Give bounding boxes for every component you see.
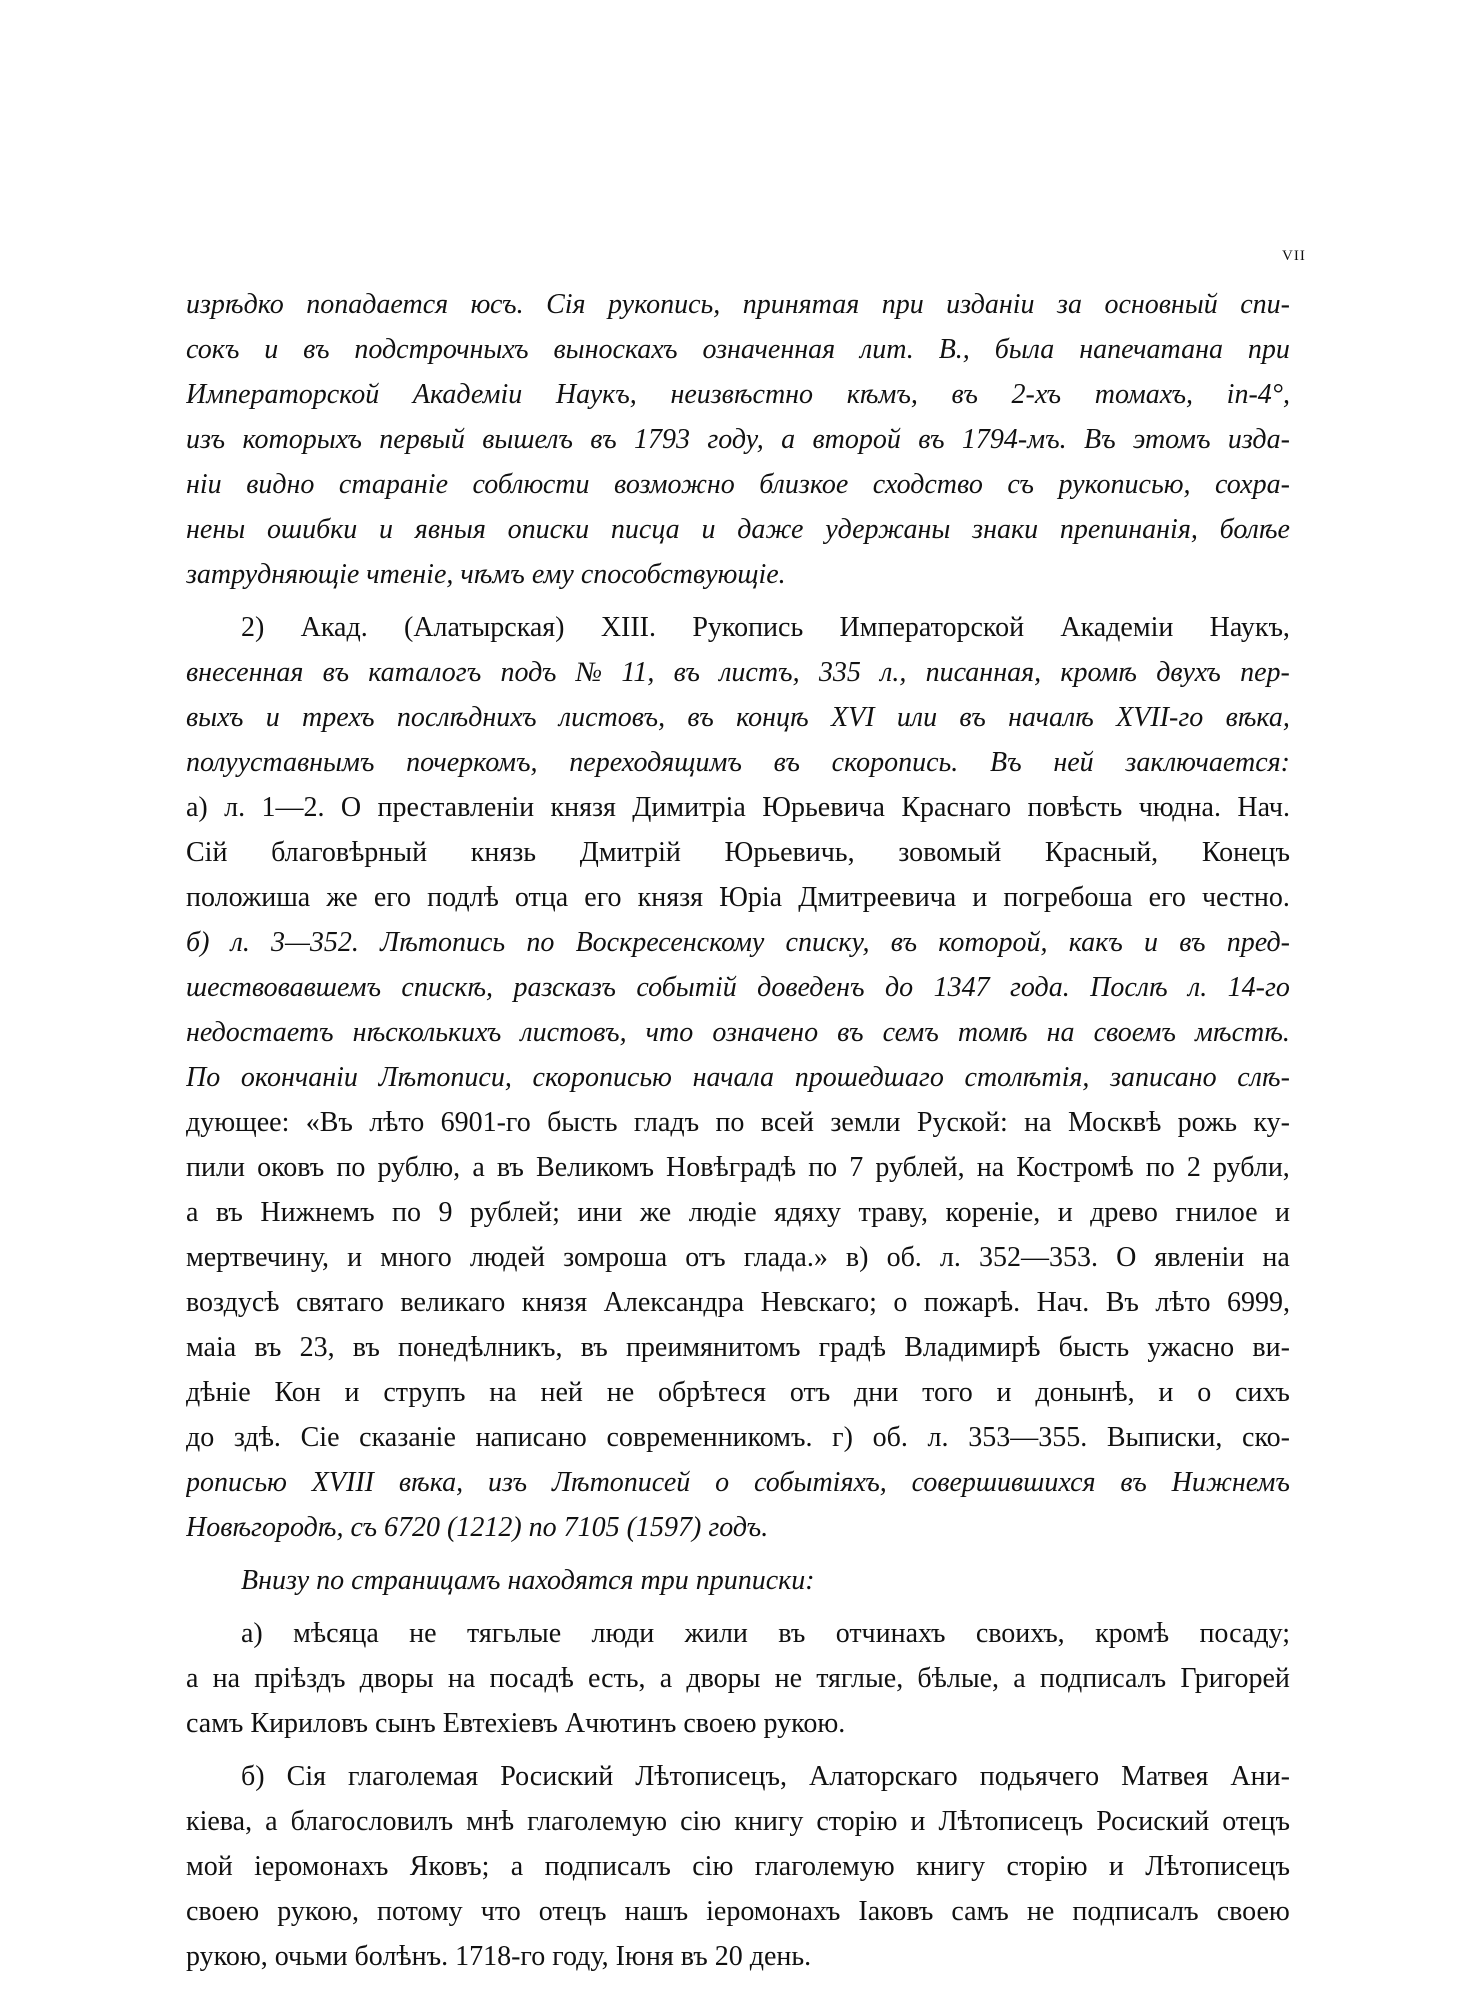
text-line: воздусѣ святаго великаго князя Александра Невскаго; о пожарѣ. Нач. Въ лѣто 6999, bbox=[186, 1287, 1290, 1318]
text-line: изрѣдко попадается юсъ. Сія рукопись, принятая при изданіи за основный спи- bbox=[186, 289, 1290, 320]
paragraph-gap bbox=[186, 597, 1290, 605]
text-line: кіева, а благословилъ мнѣ глаголемую сію книгу сторію и Лѣтописецъ Росиский отецъ bbox=[186, 1806, 1290, 1837]
paragraph-gap bbox=[186, 1550, 1290, 1558]
text-line: своею рукою, потому что отецъ нашъ іеромонахъ Іаковъ самъ не подписалъ своею bbox=[186, 1896, 1290, 1927]
text-line: Императорской Академіи Наукъ, неизвѣстно кѣмъ, въ 2-хъ томахъ, in-4°, bbox=[186, 379, 1290, 410]
text-line: По окончаніи Лѣтописи, скорописью начала прошедшаго столѣтія, записано слѣ- bbox=[186, 1062, 1290, 1093]
text-line: а въ Нижнемъ по 9 рублей; ини же людіе ядяху траву, кореніе, и древо гнилое и bbox=[186, 1197, 1290, 1228]
text-line: недостаетъ нѣсколькихъ листовъ, что означено въ семъ томѣ на своемъ мѣстѣ. bbox=[186, 1017, 1290, 1048]
text-line: 2) Акад. (Алатырская) XIII. Рукопись Императорской Академіи Наукъ, bbox=[241, 612, 1290, 643]
text-line: нены ошибки и явныя описки писца и даже удержаны знаки препинанія, болѣе bbox=[186, 514, 1290, 545]
text-line: мой іеромонахъ Яковъ; а подписалъ сію глаголемую книгу сторію и Лѣтописецъ bbox=[186, 1851, 1290, 1882]
text-line: рописью XVIII вѣка, изъ Лѣтописей о событіяхъ, совершившихся въ Нижнемъ bbox=[186, 1467, 1290, 1498]
text-line: дующее: «Въ лѣто 6901-го бысть гладъ по всей земли Руской: на Москвѣ рожь ку- bbox=[186, 1107, 1290, 1138]
text-line: Новѣгородѣ, съ 6720 (1212) по 7105 (1597) годъ. bbox=[186, 1512, 769, 1543]
paragraph-gap bbox=[186, 1746, 1290, 1754]
text-line: до здѣ. Сіе сказаніе написано современникомъ. г) об. л. 353—355. Выписки, ско- bbox=[186, 1422, 1290, 1453]
text-line: б) Сія глаголемая Росиский Лѣтописецъ, Алаторскаго подьячего Матвея Ани- bbox=[241, 1761, 1290, 1792]
paragraph-gap bbox=[186, 1603, 1290, 1611]
text-line: рукою, очьми болѣнъ. 1718-го году, Іюня въ 20 день. bbox=[186, 1941, 812, 1972]
text-line: внесенная въ каталогъ подъ № 11, въ листъ, 335 л., писанная, кромѣ двухъ пер- bbox=[186, 657, 1290, 688]
text-line: а на пріѣздъ дворы на посадѣ есть, а дворы не тяглые, бѣлые, а подписалъ Григорей bbox=[186, 1663, 1290, 1694]
text-line: Сій благовѣрный князь Дмитрій Юрьевичь, зовомый Красный, Конецъ bbox=[186, 837, 1290, 868]
text-line: Внизу по страницамъ находятся три приписки: bbox=[241, 1565, 815, 1596]
page-number: VII bbox=[1282, 248, 1306, 264]
text-line: затрудняющіе чтеніе, чѣмъ ему способствующіе. bbox=[186, 559, 786, 590]
text-line: полууставнымъ почеркомъ, переходящимъ въ скоропись. Въ ней заключается: bbox=[186, 747, 1290, 778]
text-line: шествовавшемъ спискѣ, разсказъ событій доведенъ до 1347 года. Послѣ л. 14-го bbox=[186, 972, 1290, 1003]
text-line: пили оковъ по рублю, а въ Великомъ Новѣградѣ по 7 рублей, на Костромѣ по 2 рубли, bbox=[186, 1152, 1290, 1183]
text-line: маіа въ 23, въ понедѣлникъ, въ преимянитомъ градѣ Владимирѣ бысть ужасно ви- bbox=[186, 1332, 1290, 1363]
text-line: выхъ и трехъ послѣднихъ листовъ, въ концѣ XVI или въ началѣ XVII-го вѣка, bbox=[186, 702, 1290, 733]
text-line: а) л. 1—2. О преставленіи князя Димитріа Юрьевича Краснаго повѣсть чюдна. Нач. bbox=[186, 792, 1290, 823]
text-line: самъ Кириловъ сынъ Евтехіевъ Ачютинъ своею рукою. bbox=[186, 1708, 846, 1739]
text-line: сокъ и въ подстрочныхъ выноскахъ означенная лит. В., была напечатана при bbox=[186, 334, 1290, 365]
text-line: мертвечину, и много людей зомроша отъ глада.» в) об. л. 352—353. О явленіи на bbox=[186, 1242, 1290, 1273]
text-line: б) л. 3—352. Лѣтопись по Воскресенскому списку, въ которой, какъ и въ пред- bbox=[186, 927, 1290, 958]
text-line: дѣніе Кон и струпъ на ней не обрѣтеся отъ дни того и донынѣ, и о сихъ bbox=[186, 1377, 1290, 1408]
text-line: положиша же его подлѣ отца его князя Юріа Дмитреевича и погребоша его честно. bbox=[186, 882, 1290, 913]
text-line: а) мѣсяца не тягьлые люди жили въ отчинахъ своихъ, кромѣ посаду; bbox=[241, 1618, 1290, 1649]
body-text bbox=[186, 282, 1290, 1979]
text-line: ніи видно стараніе соблюсти возможно близкое сходство съ рукописью, сохра- bbox=[186, 469, 1290, 500]
text-line: изъ которыхъ первый вышелъ въ 1793 году, а второй въ 1794-мъ. Въ этомъ изда- bbox=[186, 424, 1290, 455]
